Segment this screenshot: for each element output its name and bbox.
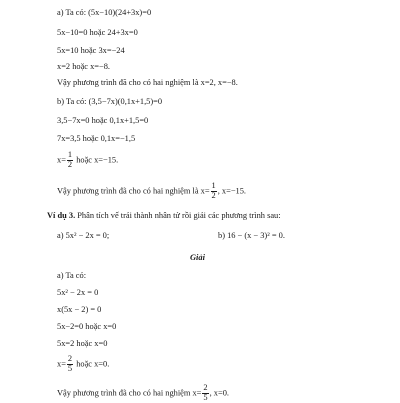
example-3-problem-a: a) 5x² − 2x = 0; bbox=[57, 231, 110, 240]
fraction-one-half bbox=[67, 151, 73, 170]
fraction-numerator: 2 bbox=[67, 354, 73, 363]
solution-line-2: 5x² − 2x = 0 bbox=[57, 288, 99, 297]
fraction-numerator: 2 bbox=[203, 383, 208, 392]
example-3-text: Phân tích vế trái thành nhân tử rồi giải các phương trình sau: bbox=[75, 211, 281, 220]
part-a-conclusion: Vậy phương trình đã cho có hai nghiệm là x=2, x=−8. bbox=[57, 78, 238, 87]
part-b-line-3: 7x=3,5 hoặc 0,1x=−1,5 bbox=[57, 134, 136, 143]
part-b-conclusion bbox=[57, 182, 246, 201]
solution-line-1: a) Ta có: bbox=[57, 271, 87, 280]
fraction-numerator: 1 bbox=[211, 181, 216, 190]
fraction-one-half bbox=[211, 182, 217, 201]
fraction-denominator: 2 bbox=[211, 191, 216, 201]
solution-line-6-suffix: hoặc x=0. bbox=[74, 359, 110, 369]
fraction-denominator: 2 bbox=[67, 160, 73, 170]
fraction-two-fifths bbox=[67, 355, 73, 374]
part-b-conclusion-suffix: , x=−15. bbox=[217, 186, 247, 196]
fraction-numerator: 1 bbox=[67, 150, 73, 159]
part-b-conclusion-prefix: Vậy phương trình đã cho có hai nghiệm là x= bbox=[57, 186, 210, 196]
fraction-denominator: 5 bbox=[67, 364, 73, 374]
part-a-line-3: 5x=10 hoặc 3x=−24 bbox=[57, 46, 125, 55]
solution-conclusion-suffix: , x=0. bbox=[209, 388, 229, 398]
solution-line-5: 5x=2 hoặc x=0 bbox=[57, 339, 108, 348]
part-b-line-4 bbox=[57, 151, 118, 170]
part-a-line-4: x=2 hoặc x=−8. bbox=[57, 62, 111, 71]
part-b-line-1: b) Ta có: (3,5−7x)(0,1x+1,5)=0 bbox=[57, 97, 163, 106]
example-3-statement bbox=[47, 212, 281, 220]
part-a-line-2: 5x−10=0 hoặc 24+3x=0 bbox=[57, 28, 138, 37]
part-b-line-4-suffix: hoặc x=−15. bbox=[74, 155, 119, 165]
part-b-line-2: 3,5−7x=0 hoặc 0,1x+1,5=0 bbox=[57, 116, 149, 125]
example-3-title: Ví dụ 3. bbox=[47, 211, 76, 220]
solution-heading: Giải bbox=[190, 253, 205, 262]
fraction-denominator: 5 bbox=[203, 393, 208, 403]
example-3-problem-b: b) 16 − (x − 3)² = 0. bbox=[218, 231, 285, 240]
part-b-line-4-prefix: x= bbox=[57, 155, 66, 165]
solution-line-6-prefix: x= bbox=[57, 359, 66, 369]
part-a-line-1: a) Ta có: (5x−10)(24+3x)=0 bbox=[57, 8, 152, 17]
solution-conclusion-prefix: Vậy phương trình đã cho có hai nghiệm x= bbox=[57, 388, 202, 398]
solution-line-6 bbox=[57, 355, 109, 374]
solution-line-4: 5x−2=0 hoặc x=0 bbox=[57, 322, 117, 331]
solution-line-3: x(5x − 2) = 0 bbox=[57, 305, 102, 314]
